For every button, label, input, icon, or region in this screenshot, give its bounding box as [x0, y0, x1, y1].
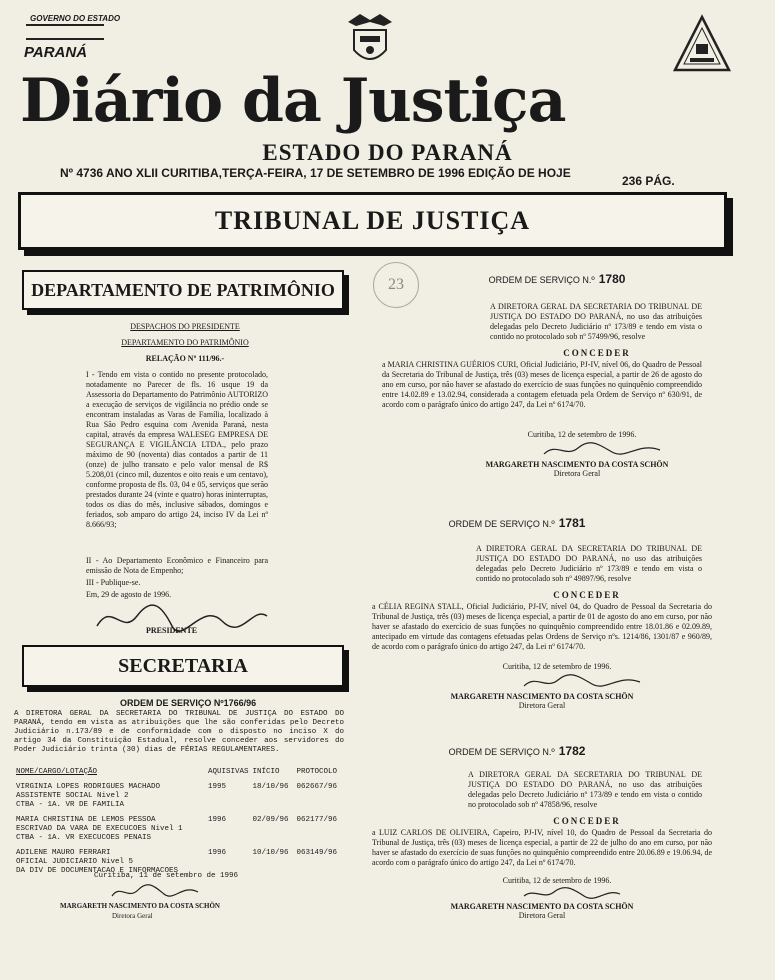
order-1780-conceder: CONCEDER: [563, 348, 631, 358]
order-1781-date: Curitiba, 12 de setembro de 1996.: [502, 662, 612, 671]
os-1766-text: A DIRETORA GERAL DA SECRETARIA DO TRIBUNAL DE JUSTIÇA DO ESTADO DO PARANÁ, tendo em vista as atribuições que lhe são conferidas pelo Decreto Judiciário n.173/89 e de conformidade com o disposto no inciso X do artigo 34 da Constituição Estadual, resolve conceder aos servidores do Poder Judiciário trinta (30) dias de FÉRIAS REGULAMENTARES.: [14, 710, 344, 754]
table-header-name: NOME/CARGO/LOTAÇÃO: [16, 768, 98, 776]
order-1780-label: ORDEM DE SERVIÇO N.º: [488, 275, 595, 285]
despachos-head-3: RELAÇÃO Nº 111/96.-: [145, 354, 225, 363]
order-1781-signer: MARGARETH NASCIMENTO DA COSTA SCHÖN: [450, 692, 634, 701]
table-cell-year: 1996: [208, 816, 227, 824]
order-1782-number: 1782: [558, 744, 586, 758]
table-header-start: INÍCIO: [252, 768, 280, 776]
table-cell-name: ADILENE MAURO FERRARI OFICIAL JUDICIARIO Nivel 5 DA DIV DE DOCUMENTACAO E INFORMACOES: [16, 849, 179, 875]
handwritten-number: 23: [373, 262, 419, 308]
order-1782-body: a LUIZ CARLOS DE OLIVEIRA, Capeiro, PJ-IV, nível 10, do Quadro de Pessoal da Secretaria do Tribunal de Justiça, três (03) meses de licença especial, a partir de 22 de julho do ano em curso, por não haver se afastado do exercício de suas funções no quinquênio compreendido entre 20.06.89 e 19.06.94, de acordo com o parágrafo único do artigo 247, da Lei nº 6174/70.: [372, 828, 712, 867]
table-header-row: [14, 768, 348, 777]
masthead-title: Diário da Justiça: [20, 66, 566, 136]
order-1781-body: a CÉLIA REGINA STALL, Oficial Judiciário, PJ-IV, nível 04, do Quadro de Pessoal da Secretaria do Tribunal de Justiça, três (03) meses de licença especial, a partir de 01 de agosto do ano em curso, por não haver se afastado do exercício de suas funções no quinquênio compreendido entre 18.01.86 e 02.09.89, antecipado em virtude das contagens efetuadas pelas Ordens de Serviço nºs. 1214/86, 1301/87 e 960/89, de acordo com o parágrafo único do artigo 247, da Lei nº 6174/70.: [372, 602, 712, 651]
order-1781-intro: A DIRETORA GERAL DA SECRETARIA DO TRIBUNAL DE JUSTIÇA DO ESTADO DO PARANÁ, no uso das atribuições delegadas pelo Decreto Judiciário nº 173/89 e tendo em vista o contido no protocolado sob nº 49897/96, resolve: [476, 544, 702, 583]
table-signer: MARGARETH NASCIMENTO DA COSTA SCHÖN: [60, 902, 220, 910]
section-secretaria: SECRETARIA: [22, 645, 344, 687]
table-cell-year: 1996: [208, 849, 227, 857]
order-1782-label: ORDEM DE SERVIÇO N.º: [448, 747, 555, 757]
table-cell-name: VIRGINIA LOPES RODRIGUES MACHADO ASSISTENTE SOCIAL Nivel 2 CTBA - 1A. VR DE FAMILIA: [16, 783, 161, 809]
order-1780-intro: A DIRETORA GERAL DA SECRETARIA DO TRIBUNAL DE JUSTIÇA DO ESTADO DO PARANÁ, no uso das atribuições delegadas pelo Decreto Judiciário nº 173/89 e tendo em vista o contido no protocolado sob nº 57499/96, resolve: [490, 302, 702, 341]
order-1780: [372, 270, 702, 479]
despachos-head-1: DESPACHOS DO PRESIDENTE: [130, 322, 240, 331]
ferias-table: [14, 768, 348, 876]
order-1780-body: a MARIA CHRISTINA GUÉRIOS CURI, Oficial Judiciário, PJ-IV, nível 06, do Quadro de Pessoal da Secretaria do Tribunal de Justiça, três (03) meses de licença especial, a partir de 26 de agosto do ano em curso, por não haver se afastado do exercício de suas funções no quinquênio compreendido entre 14.02.89 e 13.02.94, considerada a contagem efetuada pela Ordem de Serviço nº 630/91, de acordo com o parágrafo único do artigo 247, da Lei nº 6174/70.: [382, 360, 702, 409]
os-1766-label: ORDEM DE SERVIÇO Nº1766/96: [120, 698, 257, 708]
table-date: Curitiba, 11 de setembro de 1996: [94, 872, 239, 880]
court-banner: [18, 192, 727, 250]
despachos-heads: [115, 322, 255, 370]
despacho-item-iii: III - Publique-se.: [86, 578, 141, 587]
order-1781: [372, 514, 712, 711]
table-header-protocol: PROTOCOLO: [296, 768, 338, 776]
court-banner-text: TRIBUNAL DE JUSTIÇA: [214, 206, 531, 235]
order-1782-date: Curitiba, 12 de setembro de 1996.: [502, 876, 612, 885]
table-cell-name: MARIA CHRISTINA DE LEMOS PESSOA ESCRIVAO DA VARA DE EXECUCOES Nivel 1 CTBA - 1A. VR EXECUCOES PENAIS: [16, 816, 183, 842]
gov-underline: [26, 24, 104, 40]
order-1782: [372, 742, 712, 921]
table-signer-title: Diretora Geral: [112, 912, 153, 920]
order-1780-date: Curitiba, 12 de setembro de 1996.: [527, 430, 637, 439]
order-1782-intro: A DIRETORA GERAL DA SECRETARIA DO TRIBUNAL DE JUSTIÇA DO ESTADO DO PARANÁ, no uso das atribuições delegadas pelo Decreto Judiciário nº 173/89 e tendo em vista o contido no protocolado sob nº 47858/96, resolve: [468, 770, 702, 809]
table-cell-year: 1995: [208, 783, 227, 791]
table-row: [14, 783, 348, 810]
order-1782-signer: MARGARETH NASCIMENTO DA COSTA SCHÖN: [450, 902, 634, 911]
government-label: GOVERNO DO ESTADO: [30, 14, 121, 23]
order-1781-label: ORDEM DE SERVIÇO N.º: [448, 519, 555, 529]
table-row: [14, 816, 348, 843]
order-1781-signature: [522, 672, 642, 692]
despacho-signer: PRESIDENTE: [146, 626, 198, 635]
order-1781-number: 1781: [558, 516, 586, 530]
order-1782-signer-title: Diretora Geral: [518, 911, 566, 920]
order-1780-signer: MARGARETH NASCIMENTO DA COSTA SCHÖN: [485, 460, 669, 469]
despachos-head-2: DEPARTAMENTO DO PATRIMÔNIO: [121, 338, 249, 347]
table-cell-start: 10/10/96: [252, 849, 289, 857]
despacho-item-ii: II - Ao Departamento Econômico e Financeiro para emissão de Nota de Empenho;: [86, 556, 268, 575]
table-cell-protocol: 063149/96: [296, 849, 338, 857]
order-1782-conceder: CONCEDER: [553, 816, 621, 826]
masthead-subtitle: ESTADO DO PARANÁ: [262, 140, 513, 165]
despacho-item-i: I - Tendo em vista o contido no presente protocolado, notadamente no Parecer de fls. 16 usque 19 da Assessoria do Departamento do Patrimônio AUTORIZO a execução de serviços de vigilância no prédio onde se encontram instaladas as Varas de Família, localizado à Rua São Pedro esquina com Avenida Paraná, nesta capital, através da empresa WALESEG EMPRESA DE SEGURANÇA E VIGILÂNCIA LTDA., pelo prazo máximo de 90 (noventa) dias contados a partir de 11 (onze) de julho transato e pelo valor mensal de R$ 5.208,01 (cinco mil, duzentos e oito reais e um centavo), conforme proposta de fls. 03, 04 e 05, serviços que serão prestados durante 24 (vinte e quatro) horas ininterruptas, todos os dias do mês, inclusive sábados, domingos e feriados, sob amparo do artigo 24, inciso IV da Lei nº 8.666/93;: [86, 370, 268, 529]
order-1780-signature: [542, 440, 662, 460]
order-1782-signature: [522, 886, 622, 902]
table-cell-protocol: 062177/96: [296, 816, 338, 824]
despacho-date: Em, 29 de agosto de 1996.: [86, 590, 172, 599]
order-1780-signer-title: Diretora Geral: [553, 469, 601, 478]
section-patrimonio: DEPARTAMENTO DE PATRIMÔNIO: [22, 270, 344, 310]
table-cell-start: 02/09/96: [252, 816, 289, 824]
table-cell-protocol: 062667/96: [296, 783, 338, 791]
page-count: 236 PÁG.: [622, 174, 675, 188]
table-signature: [110, 880, 200, 902]
order-1781-signer-title: Diretora Geral: [518, 701, 566, 710]
order-1781-conceder: CONCEDER: [553, 590, 621, 600]
issue-info: Nº 4736 ANO XLII CURITIBA,TERÇA-FEIRA, 17 DE SETEMBRO DE 1996 EDIÇÃO DE HOJE: [60, 166, 571, 180]
order-1780-number: 1780: [598, 272, 626, 286]
table-header-year: AQUISIVAS: [208, 768, 249, 776]
parana-logo: PARANÁ: [24, 44, 88, 61]
table-cell-start: 18/10/96: [252, 783, 289, 791]
